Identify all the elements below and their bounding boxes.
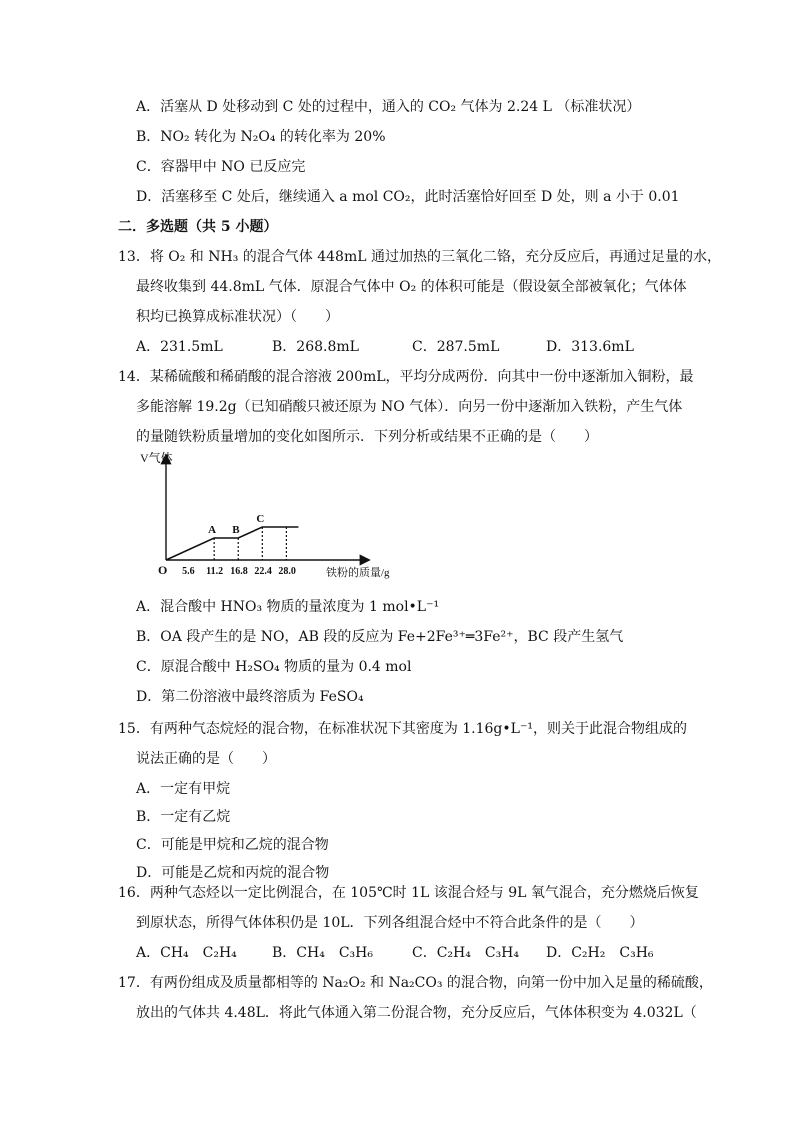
q12-option-d: D．活塞移至 C 处后，继续通入 a mol CO₂，此时活塞恰好回至 D 处，则 a 小于 0.01: [136, 189, 680, 205]
q12-option-c: C．容器甲中 NO 已反应完: [136, 159, 306, 175]
q13-option-d: D．313.6mL: [546, 339, 634, 355]
q15-option-d: D．可能是乙烷和丙烷的混合物: [136, 865, 330, 881]
q16-option-b: B．CH₄ C₃H₆: [272, 945, 373, 961]
q15-option-c: C．可能是甲烷和乙烷的混合物: [136, 837, 329, 853]
q13-option-b: B．268.8mL: [272, 339, 359, 355]
q16-stem-line2: 到原状态，所得气体体积仍是 10L．下列各组混合烃中不符合此条件的是（ ）: [136, 915, 644, 931]
x-tick-label: 22.4: [254, 566, 272, 577]
q13-option-c: C．287.5mL: [412, 339, 500, 355]
section-heading: 二．多选题（共 5 小题）: [118, 219, 278, 235]
x-tick-label: 5.6: [182, 566, 195, 577]
point-label: C: [256, 513, 265, 525]
q13-stem-line3: 积均已换算成标准状况）（ ）: [136, 309, 339, 325]
q12-option-a: A．活塞从 D 处移动到 C 处的过程中，通入的 CO₂ 气体为 2.24 L （标准状况）: [136, 99, 641, 115]
iron-powder-gas-chart: [136, 448, 390, 588]
q14-stem-line2: 多能溶解 19.2g（已知硝酸只被还原为 NO 气体）．向另一份中逐渐加入铁粉，产生气体: [136, 399, 683, 415]
q14-option-b: B．OA 段产生的是 NO，AB 段的反应为 Fe+2Fe³⁺═3Fe²⁺，BC 段产生氢气: [136, 629, 624, 645]
q14-option-c: C．原混合酸中 H₂SO₄ 物质的量为 0.4 mol: [136, 659, 412, 675]
q16-option-c: C．C₂H₄ C₃H₄: [412, 945, 520, 961]
q14-stem-line1: 14．某稀硫酸和稀硝酸的混合溶液 200mL，平均分成两份．向其中一份中逐渐加入铜粉，最: [118, 369, 694, 385]
q12-option-b: B．NO₂ 转化为 N₂O₄ 的转化率为 20%: [136, 129, 386, 145]
origin-label: O: [158, 563, 168, 577]
point-label: A: [208, 524, 217, 536]
q16-option-d: D．C₂H₂ C₃H₆: [546, 945, 654, 961]
q16-option-a: A．CH₄ C₂H₄: [136, 945, 237, 961]
q15-stem-line1: 15．有两种气态烷烃的混合物，在标准状况下其密度为 1.16g•L⁻¹，则关于此混合物组成的: [118, 721, 687, 737]
q15-option-a: A．一定有甲烷: [136, 781, 231, 797]
point-label: B: [232, 524, 240, 536]
x-tick-label: 28.0: [278, 566, 296, 577]
q13-stem-line2: 最终收集到 44.8mL 气体．原混合气体中 O₂ 的体积可能是（假设氨全部被氧化；气体体: [136, 279, 687, 295]
q16-stem-line1: 16．两种气态烃以一定比例混合，在 105℃时 1L 该混合烃与 9L 氧气混合，充分燃烧后恢复: [118, 885, 699, 901]
x-tick-label: 16.8: [230, 566, 248, 577]
q17-stem-line2: 放出的气体共 4.48L．将此气体通入第二份混合物，充分反应后，气体体积变为 4.032L（: [136, 1005, 697, 1021]
q13-option-a: A．231.5mL: [136, 339, 223, 355]
q17-stem-line1: 17．有两份组成及质量都相等的 Na₂O₂ 和 Na₂CO₃ 的混合物，向第一份中加入足量的稀硫酸，: [118, 975, 713, 991]
x-tick-label: 11.2: [206, 566, 224, 577]
q15-stem-line2: 说法正确的是（ ）: [136, 751, 276, 767]
q14-option-a: A．混合酸中 HNO₃ 物质的量浓度为 1 mol•L⁻¹: [136, 599, 440, 615]
q14-option-d: D．第二份溶液中最终溶质为 FeSO₄: [136, 689, 364, 705]
chart-svg: [136, 448, 390, 588]
y-axis-label: V气体: [140, 451, 173, 465]
q13-stem-line1: 13．将 O₂ 和 NH₃ 的混合气体 448mL 通过加热的三氧化二铬，充分反应后，再通过足量的水，: [118, 249, 721, 265]
q14-stem-line3: 的量随铁粉质量增加的变化如图所示．下列分析或结果不正确的是（ ）: [136, 429, 598, 445]
x-axis-label: 铁粉的质量/g: [326, 567, 390, 579]
q15-option-b: B．一定有乙烷: [136, 809, 231, 825]
